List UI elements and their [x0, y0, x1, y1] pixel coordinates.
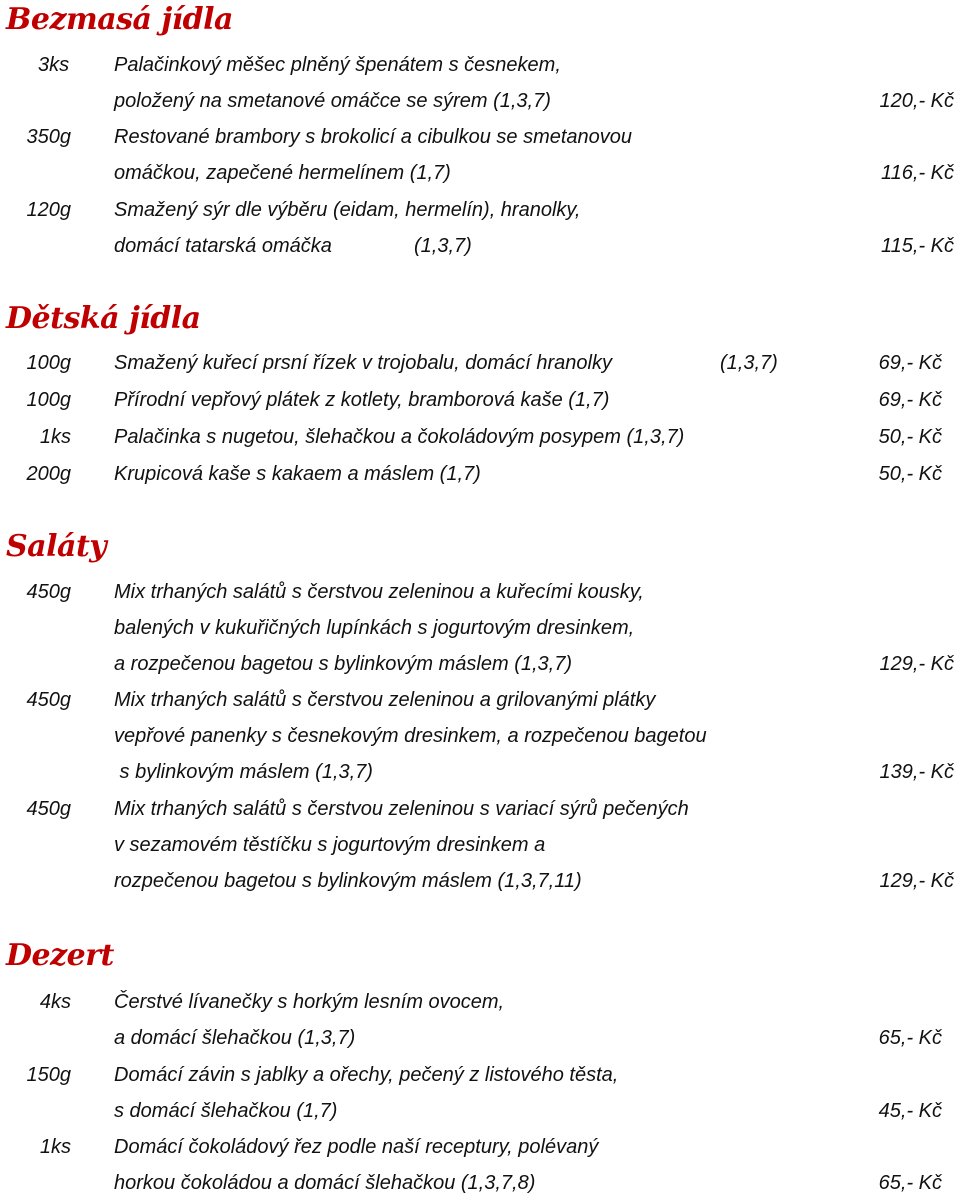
item-description: horkou čokoládou a domácí šlehačkou (1,3,7,8) [114, 1172, 536, 1194]
section-title-dezert: Dezert [6, 938, 114, 973]
item-description: Restované brambory s brokolicí a cibulkou se smetanovou [114, 126, 633, 148]
item-description: Mix trhaných salátů s čerstvou zeleninou a kuřecími kousky, [114, 581, 644, 603]
item-description: rozpečenou bagetou s bylinkovým máslem (1,3,7,11) [114, 870, 582, 892]
item-description: Palačinkový měšec plněný špenátem s česnekem, [114, 54, 561, 76]
item-quantity: 100g [26, 352, 71, 374]
item-price: 50,- Kč [878, 426, 942, 448]
item-price: 65,- Kč [878, 1027, 942, 1049]
item-description: Domácí čokoládový řez podle naší receptury, polévaný [114, 1136, 599, 1158]
item-allergens: (1,3,7) [720, 352, 778, 374]
item-quantity: 350g [26, 126, 71, 148]
item-price: 115,- Kč [881, 235, 954, 257]
item-description: s bylinkovým máslem (1,3,7) [114, 761, 373, 783]
item-description: balených v kukuřičných lupínkách s jogurtovým dresinkem, [114, 617, 635, 639]
item-description: domácí tatarská omáčka [114, 235, 332, 257]
item-price: 139,- Kč [879, 761, 954, 783]
item-quantity: 450g [26, 798, 71, 820]
section-title-salaty: Saláty [6, 529, 107, 564]
item-quantity: 450g [26, 689, 71, 711]
item-quantity: 450g [26, 581, 71, 603]
item-price: 69,- Kč [878, 352, 942, 374]
item-price: 65,- Kč [878, 1172, 942, 1194]
item-description: Domácí závin s jablky a ořechy, pečený z listového těsta, [114, 1064, 619, 1086]
item-quantity: 3ks [38, 54, 70, 76]
item-quantity: 1ks [39, 1136, 71, 1158]
item-description: a domácí šlehačkou (1,3,7) [114, 1027, 356, 1049]
item-description: Přírodní vepřový plátek z kotlety, bramborová kaše (1,7) [114, 389, 610, 411]
item-description: Smažený kuřecí prsní řízek v trojobalu, domácí hranolky [114, 352, 612, 374]
item-price: 120,- Kč [879, 90, 954, 112]
item-description: Mix trhaných salátů s čerstvou zeleninou s variací sýrů pečených [114, 798, 689, 820]
section-title-detska: Dětská jídla [6, 301, 201, 336]
item-description: Krupicová kaše s kakaem a máslem (1,7) [114, 463, 481, 485]
item-description: omáčkou, zapečené hermelínem (1,7) [114, 162, 451, 184]
item-quantity: 100g [26, 389, 71, 411]
item-description: Čerstvé lívanečky s horkým lesním ovocem, [114, 991, 505, 1013]
item-price: 129,- Kč [879, 870, 954, 892]
item-price: 50,- Kč [878, 463, 942, 485]
item-price: 45,- Kč [878, 1100, 942, 1122]
item-description: Palačinka s nugetou, šlehačkou a čokoládovým posypem (1,3,7) [114, 426, 685, 448]
item-quantity: 150g [26, 1064, 71, 1086]
item-description: položený na smetanové omáčce se sýrem (1,3,7) [114, 90, 551, 112]
item-quantity: 120g [26, 199, 71, 221]
item-description: a rozpečenou bagetou s bylinkovým máslem (1,3,7) [114, 653, 573, 675]
item-description: Smažený sýr dle výběru (eidam, hermelín), hranolky, [114, 199, 581, 221]
item-quantity: 4ks [39, 991, 71, 1013]
item-price: 116,- Kč [881, 162, 954, 184]
item-price: 129,- Kč [879, 653, 954, 675]
item-quantity: 200g [26, 463, 71, 485]
item-description: vepřové panenky s česnekovým dresinkem, a rozpečenou bagetou [114, 725, 707, 747]
item-description: v sezamovém těstíčku s jogurtovým dresinkem a [114, 834, 546, 856]
item-price: 69,- Kč [878, 389, 942, 411]
item-description: Mix trhaných salátů s čerstvou zeleninou a grilovanými plátky [114, 689, 656, 711]
section-title-bezmasa: Bezmasá jídla [6, 2, 233, 37]
item-quantity: 1ks [39, 426, 71, 448]
item-allergens: (1,3,7) [414, 235, 472, 257]
item-description: s domácí šlehačkou (1,7) [114, 1100, 338, 1122]
